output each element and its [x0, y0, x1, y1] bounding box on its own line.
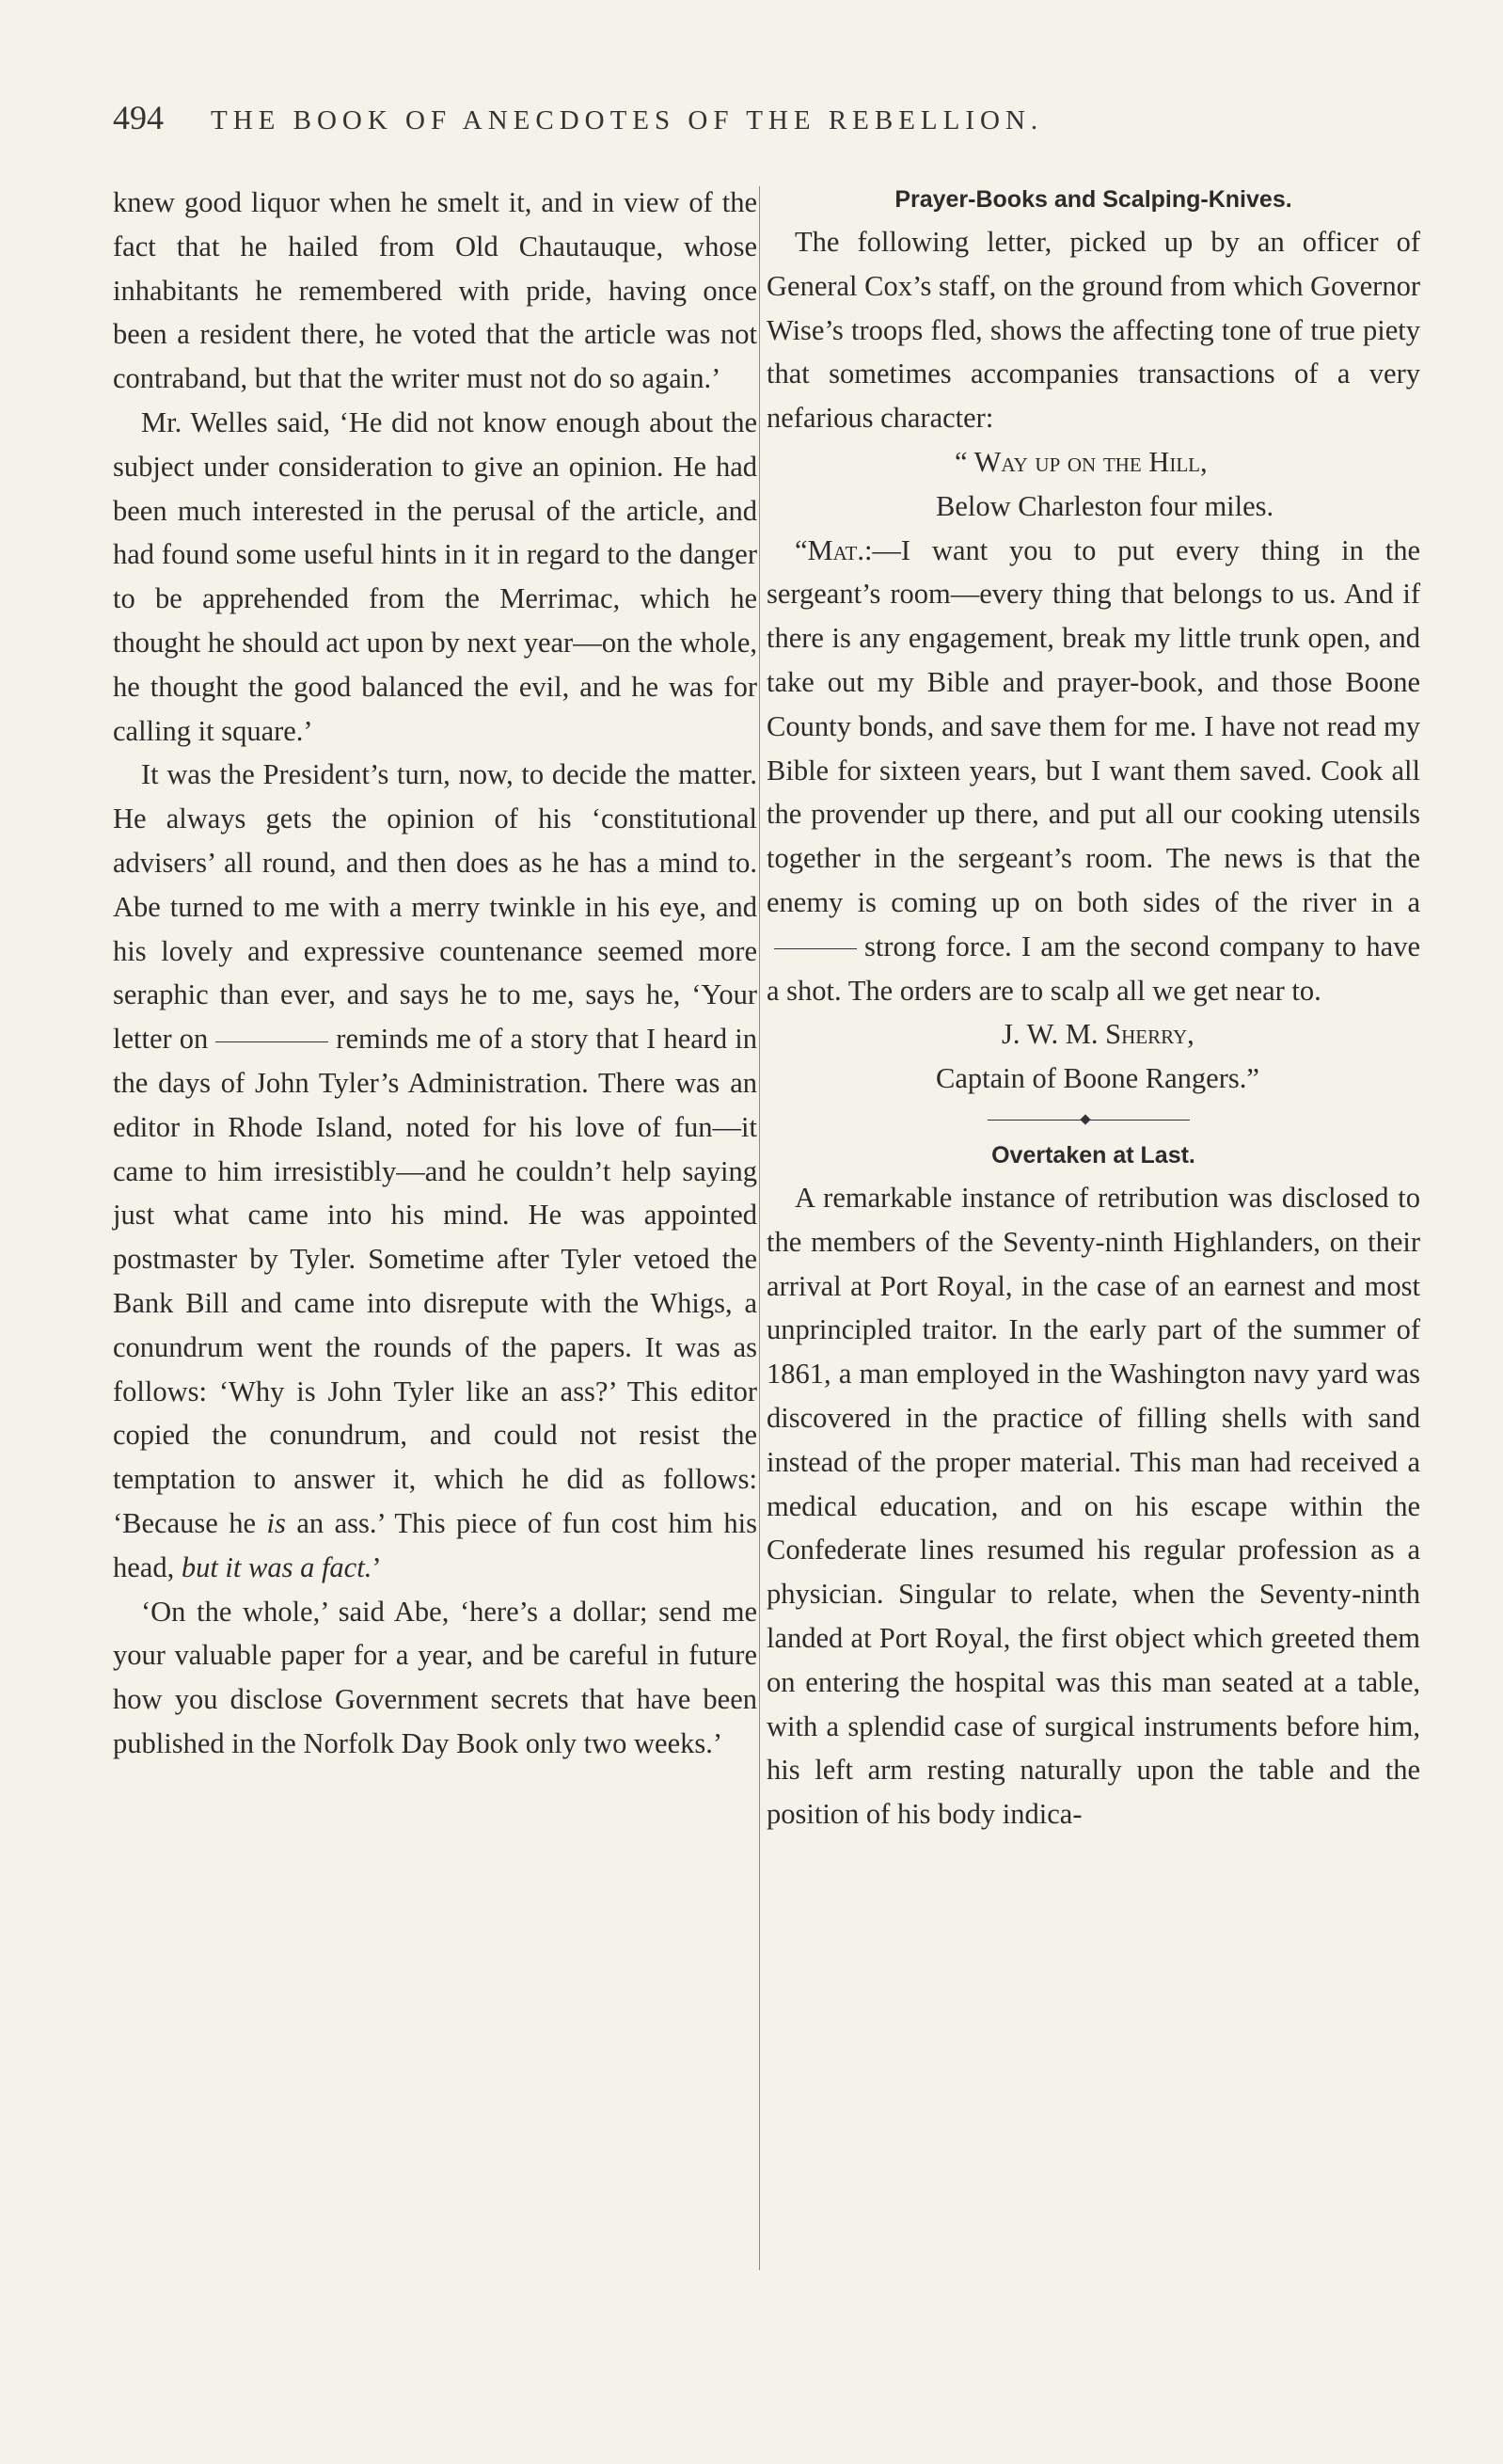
- letter-salutation: “Mat.:: [795, 533, 873, 566]
- paragraph-letter-intro: The following letter, picked up by an officer of General Cox’s staff, on the ground from which Governor Wise’s troops fled, shows the affecting tone of true piety that sometimes accompanies transactions of a very nefarious character:: [767, 226, 1420, 435]
- column-divider: [759, 186, 760, 2270]
- dateline-line-1: “ Way up on the Hill,: [955, 445, 1208, 478]
- text-segment: It was the President’s turn, now, to decide the matter. He always gets the opinion of his ‘constitutional advisers’ all round, and then does as he has a mind to. Abe turned to me with a merry twinkle in his eye, and his lovely and expressive countenance seemed more seraphic than ever, and says he to me, says he, ‘Your letter on: [113, 758, 757, 1056]
- signature-title: Captain of Boone Rangers.”: [936, 1062, 1259, 1095]
- letter-signature: [767, 1012, 1420, 1101]
- paragraph-president: [113, 753, 757, 1589]
- dateline-line-2: Below Charleston four miles.: [936, 489, 1274, 522]
- letter-dateline: [767, 440, 1420, 529]
- separator-ornament-icon: [1080, 1114, 1090, 1124]
- section-title-prayer-books: Prayer-Books and Scalping-Knives.: [894, 186, 1292, 213]
- closing-quote: ’: [372, 1550, 382, 1583]
- italic-is: is: [266, 1506, 286, 1539]
- signature-name: J. W. M. Sherry,: [1002, 1018, 1194, 1051]
- paragraph-abe: ‘On the whole,’ said Abe, ‘here’s a dollar; send me your valuable paper for a year, and be careful in future how you disclose Government secrets that have been published in the Norfolk Day Book only two weeks.’: [113, 1595, 757, 1759]
- blank-dash: [215, 1041, 328, 1042]
- page-header: [113, 98, 1256, 137]
- paragraph-continued: knew good liquor when he smelt it, and in view of the fact that he hailed from Old Chautauque, whose inhabitants he remembered with pride, having once been a resident there, he voted that the article was not contraband, but that the writer must not do so again.’: [113, 186, 757, 395]
- page-number: 494: [113, 99, 164, 136]
- right-column: [767, 181, 1420, 1836]
- paragraph-overtaken: A remarkable instance of retribution was disclosed to the members of the Seventy-ninth Highlanders, on their arrival at Port Royal, in the case of an earnest and most unprincipled traitor. In the early part of the summer of 1861, a man employed in the Washington navy yard was discovered in the practice of filling shells with sand instead of the proper material. This man had received a medical education, and on his escape within the Confederate lines resumed his regular profession as a physician. Singular to relate, when the Seventy-ninth landed at Port Royal, the first object which greeted them on entering the hospital was this man seated at a table, with a splendid case of surgical instruments before him, his left arm resting naturally upon the table and the position of his body indica-: [767, 1181, 1420, 1831]
- text-segment: reminds me of a story that I heard in the days of John Tyler’s Administration. There was an editor in Rhode Island, noted for his love of fun—it came to him irresistibly—and he couldn’t help saying just what came into his mind. He was appointed postmaster by Tyler. Sometime after Tyler vetoed the Bank Bill and came into disrepute with the Whigs, a conundrum went the rounds of the papers. It was as follows: ‘Why is John Tyler like an ass?’ This editor copied the conundrum, and could not resist the temptation to answer it, which he did as follows: ‘Because he: [113, 1023, 757, 1539]
- text-segment: an ass.’ This piece of fun cost him his head,: [113, 1506, 758, 1583]
- italic-fact: but it was a fact.: [181, 1550, 372, 1583]
- running-head: THE BOOK OF ANECDOTES OF THE REBELLION.: [211, 105, 1044, 135]
- blank-dash: [774, 948, 857, 949]
- text-segment: —I want you to put every thing in the sergeant’s room—every thing that belongs to us. And if there is any engagement, break my little trunk open, and take out my Bible and prayer-book, and those Boone County bonds, and save them for me. I have not read my Bible for sixteen years, but I want them saved. Cook all the provender up there, and put all our cooking utensils together in the sergeant’s room. The news is that the enemy is coming up on both sides of the river in a: [767, 533, 1420, 918]
- section-separator: [767, 1105, 1420, 1137]
- section-title-overtaken: Overtaken at Last.: [991, 1141, 1195, 1168]
- text-segment: strong force. I am the second company to have a shot. The orders are to scalp all we get near to.: [767, 930, 1420, 1007]
- paragraph-letter-body: [767, 529, 1420, 1013]
- paragraph-welles: Mr. Welles said, ‘He did not know enough about the subject under consideration to give an opinion. He had been much interested in the perusal of the article, and had found some useful hints in it in regard to the danger to be apprehended from the Merrimac, which he thought he should act upon by next year—on the whole, he thought the good balanced the evil, and he was for calling it square.’: [113, 405, 757, 747]
- left-column: [113, 181, 757, 1766]
